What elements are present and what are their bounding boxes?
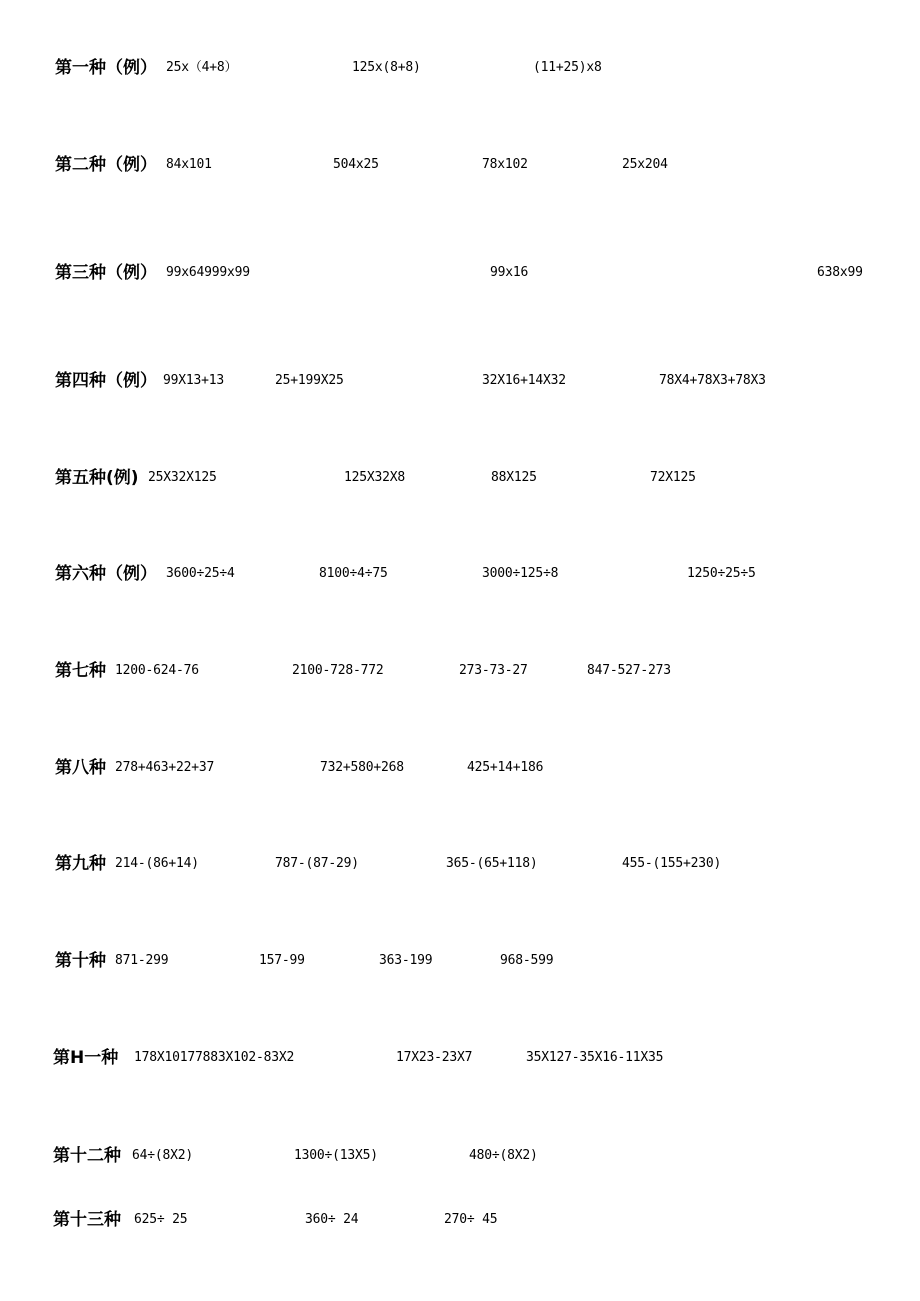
expression: 25+199X25 (275, 373, 344, 388)
exercise-row-6 (0, 564, 920, 594)
expression: 72X125 (650, 470, 696, 485)
expression: 25X32X125 (148, 470, 217, 485)
exercise-row-1 (0, 58, 920, 88)
expression: 270÷ 45 (444, 1212, 498, 1227)
expression: 157-99 (259, 953, 305, 968)
expression: 99x16 (490, 265, 529, 280)
expression: 504x25 (333, 157, 379, 172)
exercise-row-7 (0, 661, 920, 691)
exercise-row-2 (0, 155, 920, 185)
expression: 360÷ 24 (305, 1212, 359, 1227)
expression: 32X16+14X32 (482, 373, 566, 388)
expression: 732+580+268 (320, 760, 404, 775)
row-label: 第五种(例) (55, 468, 139, 488)
row-label: 第八种 (55, 758, 106, 778)
row-label: 第H一种 (53, 1048, 119, 1068)
expression: 125x(8+8) (352, 60, 421, 75)
expression: 1200-624-76 (115, 663, 199, 678)
row-label: 第十二种 (53, 1146, 121, 1166)
expression: 25x（4+8） (166, 60, 238, 75)
exercise-row-11 (0, 1048, 920, 1078)
expression: 99X13+13 (163, 373, 225, 388)
expression: 1250÷25÷5 (687, 566, 756, 581)
exercise-row-4 (0, 371, 920, 401)
expression: 84x101 (166, 157, 212, 172)
expression: 787-(87-29) (275, 856, 359, 871)
exercise-row-13 (0, 1210, 920, 1240)
expression: 8100÷4÷75 (319, 566, 388, 581)
row-label: 第二种（例） (55, 155, 157, 175)
row-label: 第三种（例） (55, 263, 157, 283)
expression: 88X125 (491, 470, 537, 485)
row-label: 第十三种 (53, 1210, 121, 1230)
expression: 455-(155+230) (622, 856, 722, 871)
expression: 99x64999x99 (166, 265, 250, 280)
expression: 625÷ 25 (134, 1212, 188, 1227)
expression: 35X127-35X16-11X35 (526, 1050, 664, 1065)
expression: 78X4+78X3+78X3 (659, 373, 766, 388)
expression: 3000÷125÷8 (482, 566, 559, 581)
row-label: 第十种 (55, 951, 106, 971)
expression: 847-527-273 (587, 663, 671, 678)
row-label: 第七种 (55, 661, 106, 681)
row-label: 第一种（例） (55, 58, 157, 78)
expression: 214-(86+14) (115, 856, 199, 871)
expression: 25x204 (622, 157, 668, 172)
exercise-row-10 (0, 951, 920, 981)
expression: 363-199 (379, 953, 433, 968)
expression: 178X10177883X102-83X2 (134, 1050, 295, 1065)
expression: (11+25)x8 (533, 60, 602, 75)
row-label: 第六种（例） (55, 564, 157, 584)
exercise-row-9 (0, 854, 920, 884)
exercise-row-5 (0, 468, 920, 498)
exercise-row-3 (0, 263, 920, 293)
expression: 365-(65+118) (446, 856, 538, 871)
expression: 1300÷(13X5) (294, 1148, 378, 1163)
expression: 17X23-23X7 (396, 1050, 473, 1065)
exercise-row-8 (0, 758, 920, 788)
expression: 2100-728-772 (292, 663, 384, 678)
expression: 278+463+22+37 (115, 760, 215, 775)
expression: 273-73-27 (459, 663, 528, 678)
expression: 480÷(8X2) (469, 1148, 538, 1163)
expression: 78x102 (482, 157, 528, 172)
exercise-row-12 (0, 1146, 920, 1176)
row-label: 第九种 (55, 854, 106, 874)
expression: 3600÷25÷4 (166, 566, 235, 581)
expression: 871-299 (115, 953, 169, 968)
expression: 64÷(8X2) (132, 1148, 194, 1163)
expression: 425+14+186 (467, 760, 544, 775)
expression: 125X32X8 (344, 470, 406, 485)
row-label: 第四种（例） (55, 371, 157, 391)
expression: 968-599 (500, 953, 554, 968)
expression: 638x99 (817, 265, 863, 280)
